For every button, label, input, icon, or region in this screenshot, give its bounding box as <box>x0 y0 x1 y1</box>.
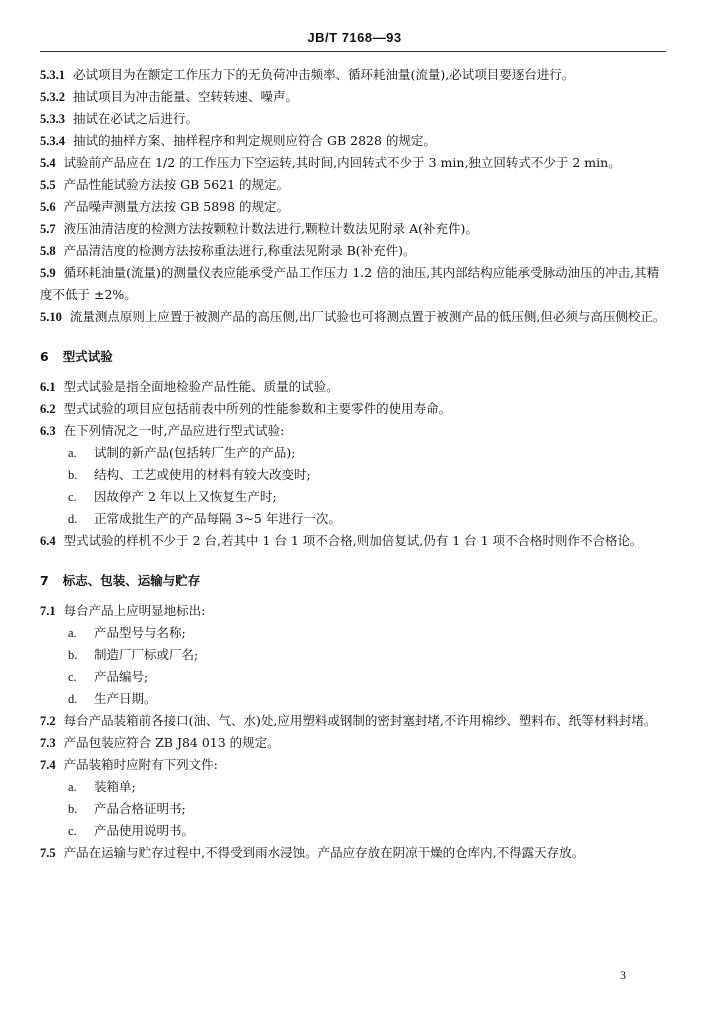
clause-5-4: 5.4 试验前产品应在 1/2 的工作压力下空运转,其时间,内回转式不少于 3 min,独立回转式不少于 2 min。 <box>40 155 621 170</box>
clause-5-8: 5.8 产品清洁度的检测方法按称重法进行,称重法见附录 B(补充件)。 <box>40 243 416 258</box>
clause-5-3-4: 5.3.4 抽试的抽样方案、抽样程序和判定规则应符合 GB 2828 的规定。 <box>40 133 436 148</box>
header-rule <box>40 51 666 52</box>
clause-5-3-1: 5.3.1 必试项目为在额定工作压力下的无负荷冲击频率、循环耗油量(流量),必试项目要逐台进行。 <box>40 67 575 82</box>
clause-6-3: 6.3 在下列情况之一时,产品应进行型式试验: <box>40 423 285 438</box>
page-header: JB/T 7168—93 <box>307 30 402 45</box>
list-item: b. 结构、工艺或使用的材料有较大改变时; <box>68 467 311 482</box>
clause-5-10: 5.10 流量测点原则上应置于被测产品的高压侧,出厂试验也可将测点置于被测产品的低压侧,但必须与高压侧校正。 <box>40 309 666 324</box>
list-item: c. 产品编号; <box>68 669 149 684</box>
list-item: a. 装箱单; <box>68 779 136 794</box>
section-heading-6: 6 型式试验 <box>40 349 113 364</box>
list-item: c. 产品使用说明书。 <box>68 823 195 838</box>
clause-6-4: 6.4 型式试验的样机不少于 2 台,若其中 1 台 1 项不合格,则加倍复试,仍有 1 台 1 项不合格时则作不合格论。 <box>40 533 643 548</box>
document-body <box>40 64 666 864</box>
list-item: a. 试制的新产品(包括转厂生产的产品); <box>68 445 296 460</box>
clause-5-9: 5.9 循环耗油量(流量)的测量仪表应能承受产品工作压力 1.2 倍的油压,其内部结构应能承受脉动油压的冲击,其精度不低于 ±2%。 <box>40 265 660 302</box>
section-heading-7: 7 标志、包装、运输与贮存 <box>40 573 201 588</box>
clause-7-3: 7.3 产品包装应符合 ZB J84 013 的规定。 <box>40 735 280 750</box>
clause-7-5: 7.5 产品在运输与贮存过程中,不得受到雨水浸蚀。产品应存放在阴凉干燥的仓库内,不得露天存放。 <box>40 845 585 860</box>
list-item: d. 生产日期。 <box>68 691 157 706</box>
list-item: d. 正常成批生产的产品每隔 3~5 年进行一次。 <box>68 511 341 526</box>
list-item: b. 产品合格证明书; <box>68 801 186 816</box>
clause-5-6: 5.6 产品噪声测量方法按 GB 5898 的规定。 <box>40 199 290 214</box>
list-item: c. 因故停产 2 年以上又恢复生产时; <box>68 489 277 504</box>
clause-5-5: 5.5 产品性能试验方法按 GB 5621 的规定。 <box>40 177 290 192</box>
page-number: 3 <box>620 968 626 982</box>
clause-7-4: 7.4 产品装箱时应附有下列文件: <box>40 757 218 772</box>
clause-7-1: 7.1 每台产品上应明显地标出: <box>40 603 206 618</box>
clause-5-3-2: 5.3.2 抽试项目为冲击能量、空转转速、噪声。 <box>40 89 299 104</box>
list-item: b. 制造厂厂标或厂名; <box>68 647 199 662</box>
clause-5-3-3: 5.3.3 抽试在必试之后进行。 <box>40 111 199 126</box>
clause-5-7: 5.7 液压油清洁度的检测方法按颗粒计数法进行,颗粒计数法见附录 A(补充件)。 <box>40 221 478 236</box>
clause-6-2: 6.2 型式试验的项目应包括前表中所列的性能参数和主要零件的使用寿命。 <box>40 401 452 416</box>
list-item: a. 产品型号与名称; <box>68 625 186 640</box>
clause-6-1: 6.1 型式试验是指全面地检验产品性能、质量的试验。 <box>40 379 339 394</box>
clause-7-2: 7.2 每台产品装箱前各接口(油、气、水)处,应用塑料或钢制的密封塞封堵,不许用棉纱、塑料布、纸等材料封堵。 <box>40 713 657 728</box>
